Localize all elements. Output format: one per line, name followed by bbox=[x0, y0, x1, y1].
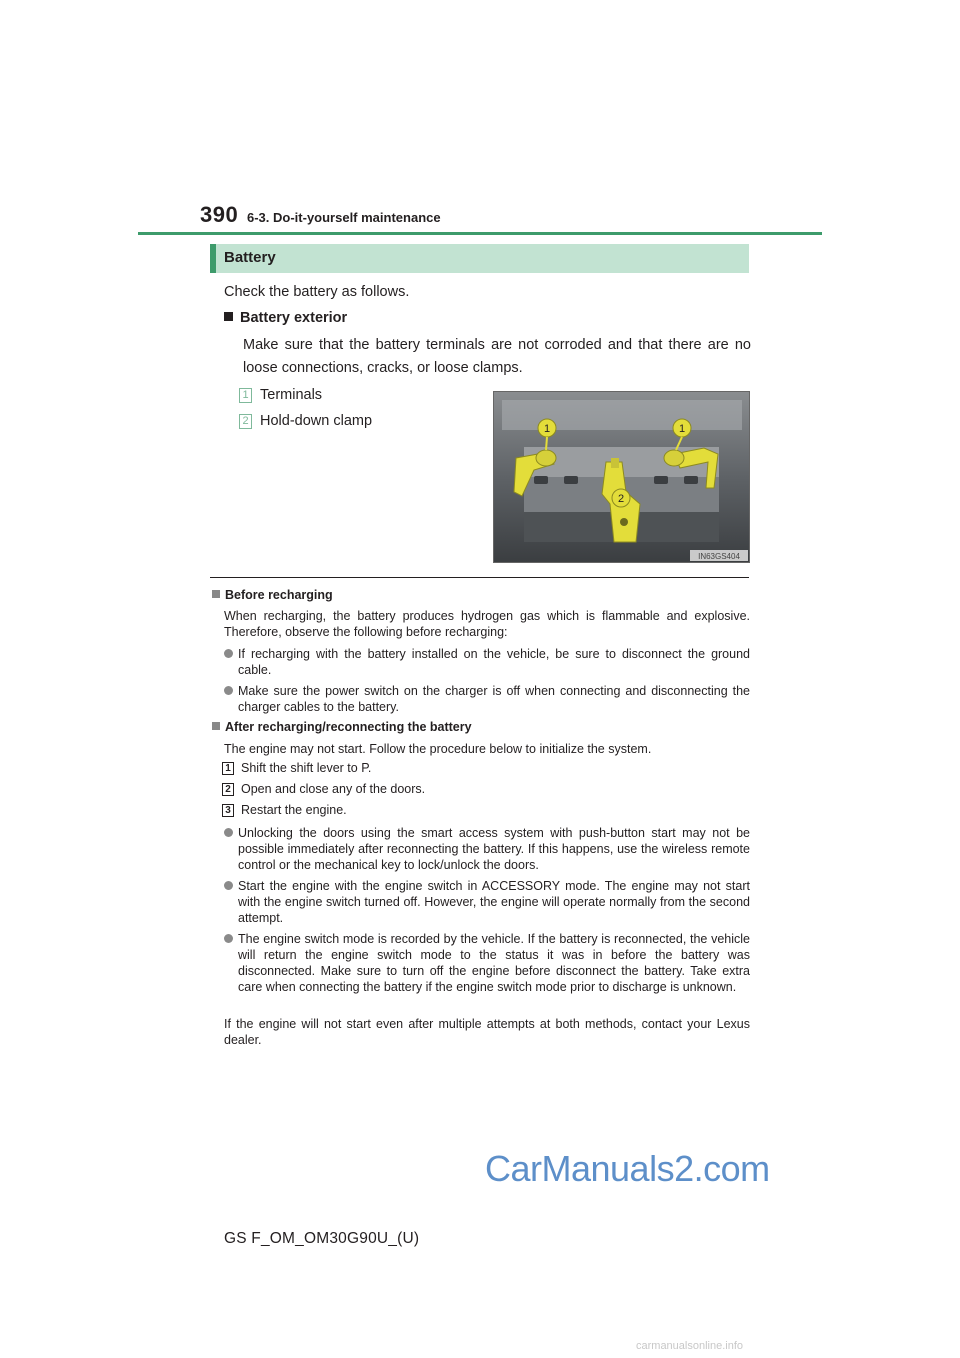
footer-code: GS F_OM_OM30G90U_(U) bbox=[224, 1230, 420, 1247]
photo-callout-1b: 1 bbox=[678, 423, 686, 435]
battery-section-title: Battery bbox=[224, 249, 276, 266]
step-item bbox=[222, 761, 371, 775]
legend-label: Hold-down clamp bbox=[260, 413, 373, 429]
bullet-dot-icon bbox=[224, 881, 233, 890]
battery-photo bbox=[493, 391, 750, 563]
step-number: 2 bbox=[222, 783, 234, 796]
bullet-dot-icon bbox=[224, 686, 233, 695]
header-rule bbox=[138, 232, 822, 235]
battery-intro: Check the battery as follows. bbox=[224, 284, 410, 300]
list-item bbox=[224, 878, 750, 926]
square-bullet-icon bbox=[212, 722, 220, 730]
square-bullet-icon bbox=[224, 312, 233, 321]
square-bullet-icon bbox=[212, 590, 220, 598]
step-text: Shift the shift lever to P. bbox=[241, 761, 372, 775]
page-number: 390 bbox=[200, 202, 239, 227]
section-divider bbox=[210, 577, 749, 578]
battery-exterior-text: Make sure that the battery terminals are not corroded and that there are no loose connections, cracks, or loose clamps. bbox=[243, 337, 751, 376]
list-item bbox=[224, 683, 750, 715]
list-item bbox=[224, 931, 750, 995]
list-item bbox=[224, 646, 750, 678]
bullet-dot-icon bbox=[224, 649, 233, 658]
legend-number: 2 bbox=[239, 414, 252, 429]
watermark-url: carmanualsonline.info bbox=[636, 1340, 744, 1352]
bullet-dot-icon bbox=[224, 934, 233, 943]
legend-item-hold-down-clamp bbox=[239, 413, 372, 429]
battery-exterior-heading-text: Battery exterior bbox=[240, 310, 348, 326]
after-recharging-text: The engine may not start. Follow the procedure below to initialize the system. bbox=[224, 742, 652, 756]
list-item-text: If recharging with the battery installed on the vehicle, be sure to disconnect the ground cable. bbox=[238, 647, 750, 677]
list-item-text: Start the engine with the engine switch in ACCESSORY mode. The engine may not start with the engine switch turned off. However, the engine will operate normally from the second attempt. bbox=[238, 879, 750, 925]
before-recharging-text: When recharging, the battery produces hydrogen gas which is flammable and explosive. Therefore, observe the following before recharging: bbox=[224, 609, 750, 639]
list-item-text: The engine switch mode is recorded by the vehicle. If the battery is reconnected, the vehicle will return the engine switch mode to the status it was in before the battery was disconnected. Make sure to turn off the engine before disconnect the battery. Take extra care when connecting the battery if the engine switch mode prior to discharge is unknown. bbox=[238, 932, 750, 994]
step-number: 1 bbox=[222, 762, 234, 775]
legend-number: 1 bbox=[239, 388, 252, 403]
list-item bbox=[224, 825, 750, 873]
legend-label: Terminals bbox=[260, 387, 323, 403]
legend-item-terminals bbox=[239, 387, 322, 403]
section-title: 6-3. Do-it-yourself maintenance bbox=[247, 210, 441, 225]
battery-exterior-heading bbox=[224, 310, 347, 326]
step-item bbox=[222, 782, 425, 796]
watermark-logo: CarManuals2.com bbox=[485, 1148, 770, 1189]
before-recharging-heading bbox=[212, 588, 333, 602]
bullet-dot-icon bbox=[224, 828, 233, 837]
step-number: 3 bbox=[222, 804, 234, 817]
after-recharging-heading-text: After recharging/reconnecting the battery bbox=[225, 720, 472, 734]
list-item-text: Make sure the power switch on the charger is off when connecting and disconnecting the charger cables to the battery. bbox=[238, 684, 750, 714]
closing-text: If the engine will not start even after multiple attempts at both methods, contact your Lexus dealer. bbox=[224, 1017, 750, 1047]
photo-callout-1a: 1 bbox=[543, 423, 551, 435]
step-text: Open and close any of the doors. bbox=[241, 782, 426, 796]
after-recharging-heading bbox=[212, 720, 472, 734]
battery-section-bar bbox=[210, 244, 749, 273]
before-recharging-heading-text: Before recharging bbox=[225, 588, 333, 602]
step-item bbox=[222, 803, 347, 817]
list-item-text: Unlocking the doors using the smart access system with push-button start may not be possible immediately after reconnecting the battery. If this happens, use the wireless remote control or the mechanical key to lock/unlock the doors. bbox=[238, 826, 750, 872]
step-text: Restart the engine. bbox=[241, 803, 347, 817]
figure-code: IN63GS404 bbox=[698, 552, 740, 561]
photo-callout-2: 2 bbox=[617, 493, 625, 505]
